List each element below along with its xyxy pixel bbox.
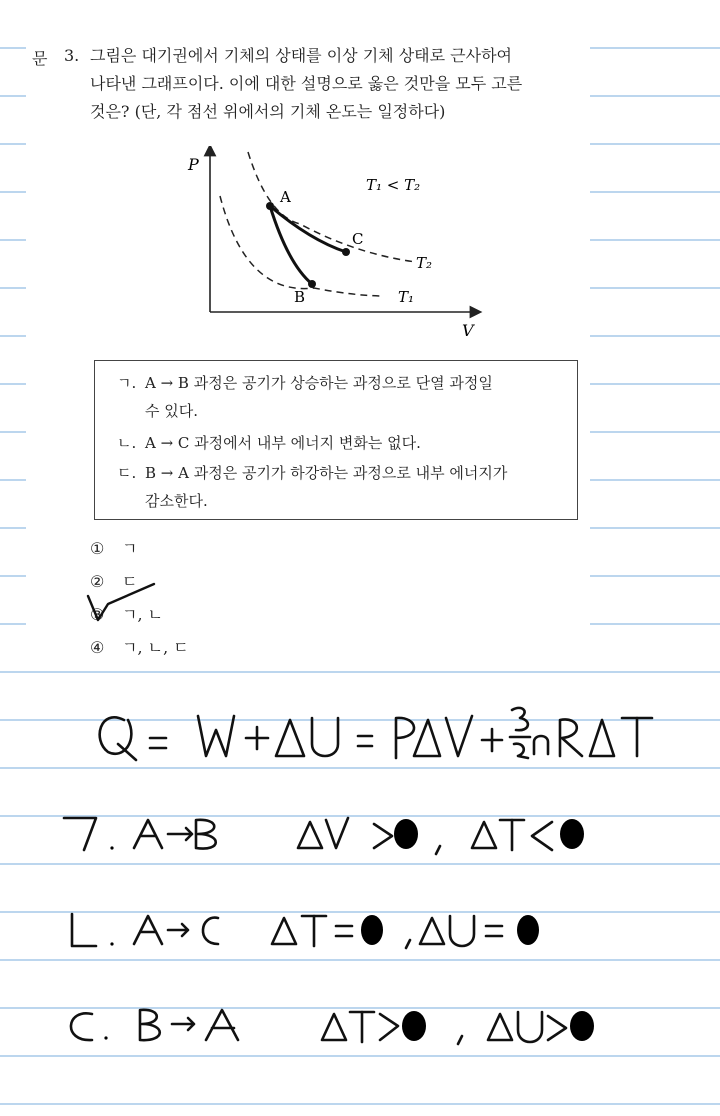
choice-number: ④ — [90, 638, 105, 657]
point-c-marker — [342, 248, 350, 256]
point-c-label: C — [352, 230, 364, 248]
statement-item — [117, 429, 421, 457]
question-line: 나타낸 그래프이다. 이에 대한 설명으로 옳은 것만을 모두 고른 — [90, 74, 523, 93]
statement-label: ㄱ. — [117, 374, 137, 392]
question-label: 문 — [32, 49, 49, 68]
choice-number: ② — [90, 572, 105, 591]
pv-graph — [176, 146, 496, 386]
choice-text: ㄱ, ㄴ, ㄷ — [122, 638, 189, 657]
statements-box — [94, 360, 578, 520]
question-line: 그림은 대기권에서 기체의 상태를 이상 기체 상태로 근사하여 — [90, 46, 513, 65]
statement-text: B → A 과정은 공기가 하강하는 과정으로 내부 에너지가 — [145, 464, 508, 482]
point-a-marker — [266, 202, 274, 210]
statement-label: ㄷ. — [117, 464, 137, 482]
temperature-condition: T₁ < T₂ — [366, 176, 421, 194]
statement-item — [117, 369, 493, 425]
choice-text: ㄷ — [122, 572, 138, 591]
handwritten-line-2 — [72, 914, 539, 948]
statement-text: A → B 과정은 공기가 상승하는 과정으로 단열 과정일 — [145, 374, 493, 392]
statement-text-cont: 수 있다. — [145, 402, 199, 420]
choice-number: ① — [90, 539, 105, 558]
question-card — [26, 36, 590, 666]
question-number: 3. — [64, 46, 80, 65]
question-text — [90, 42, 590, 126]
statement-item — [117, 459, 507, 515]
point-b-label: B — [294, 288, 306, 306]
answer-choice-4[interactable] — [90, 635, 189, 658]
curve-t2-label: T₂ — [416, 254, 433, 272]
statement-text-cont: 감소한다. — [145, 492, 208, 510]
choice-text: ㄱ, ㄴ — [122, 605, 164, 624]
choice-text: ㄱ — [122, 539, 138, 558]
handwritten-line-3 — [71, 1010, 594, 1044]
statement-text: A → C 과정에서 내부 에너지 변화는 없다. — [145, 434, 421, 452]
y-axis-label: P — [188, 155, 199, 174]
choice-number: ③ — [90, 605, 105, 624]
handwritten-equation — [100, 708, 652, 760]
question-line: 것은? (단, 각 점선 위에서의 기체 온도는 일정하다) — [90, 102, 446, 121]
x-axis-label: V — [462, 321, 474, 340]
answer-choice-3[interactable] — [90, 602, 163, 625]
process-a-b — [270, 206, 312, 284]
point-a-label: A — [280, 188, 291, 206]
curve-t1-label: T₁ — [398, 288, 415, 306]
statement-label: ㄴ. — [117, 434, 137, 452]
answer-choice-2[interactable] — [90, 569, 137, 592]
answer-choice-1[interactable] — [90, 536, 137, 559]
point-b-marker — [308, 280, 316, 288]
handwritten-line-1 — [64, 818, 584, 854]
